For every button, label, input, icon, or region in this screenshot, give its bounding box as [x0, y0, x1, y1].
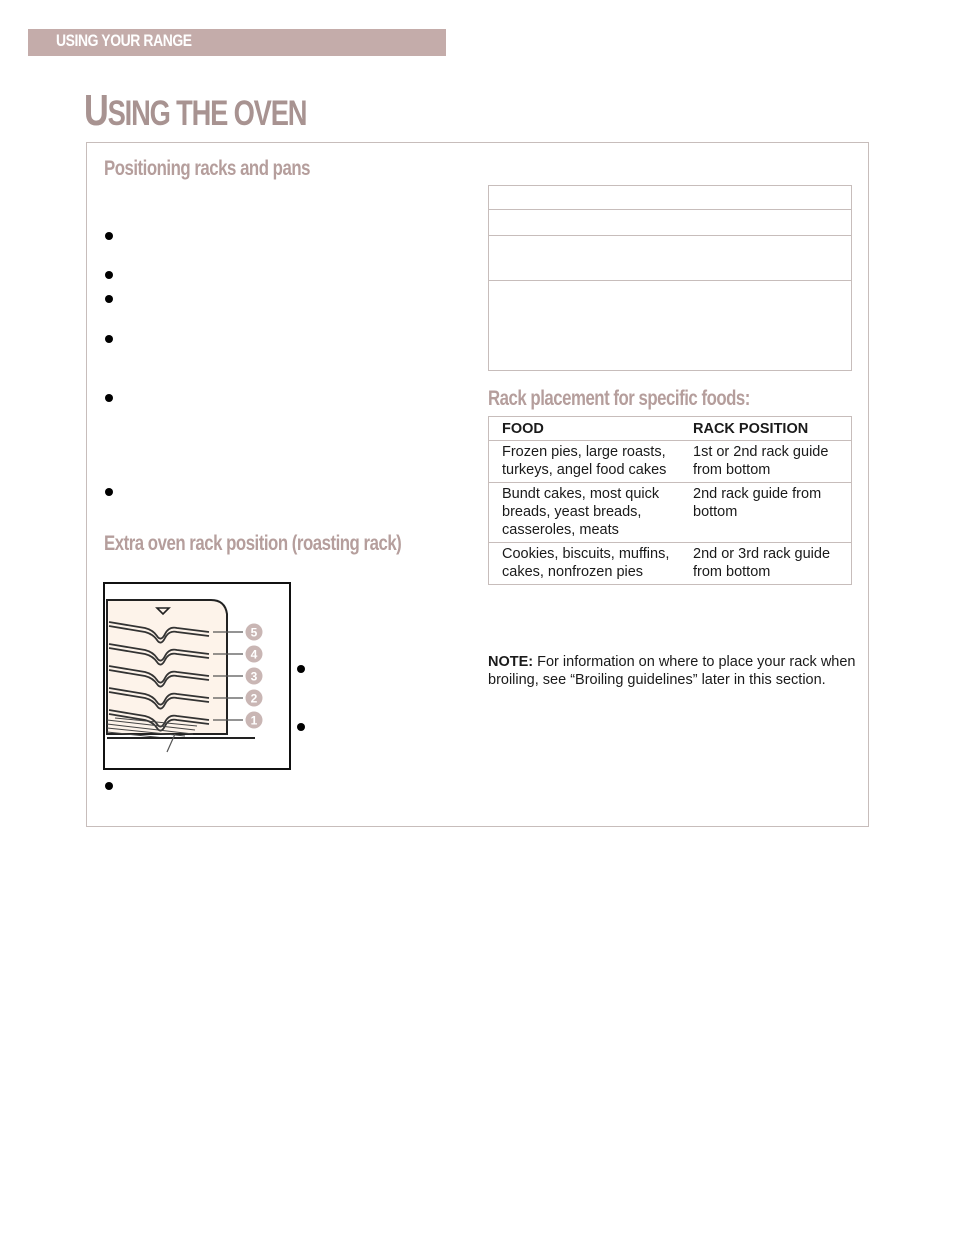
bullet-marker — [105, 232, 113, 240]
table-row — [489, 543, 852, 585]
bullet-marker — [105, 335, 113, 343]
bullet-marker — [105, 394, 113, 402]
page-title-rest: SING THE OVEN — [107, 94, 307, 133]
rack-placement-heading: Rack placement for specific foods: — [488, 387, 750, 410]
bullet-marker — [105, 295, 113, 303]
extra-rack-heading: Extra oven rack position (roasting rack) — [104, 532, 402, 555]
page-title-cap: U — [84, 86, 108, 135]
bullet-marker — [105, 488, 113, 496]
broiling-note — [488, 654, 858, 689]
note-text: For information on where to place your rack when broiling, see “Broiling guidelines” later in this section. — [488, 654, 856, 688]
table-header-row — [489, 417, 852, 441]
rack-number-label: 2 — [250, 691, 258, 706]
food-cell: Cookies, biscuits, muffins, cakes, nonfrozen pies — [489, 543, 681, 585]
rack-position-cell: 2nd or 3rd rack guide from bottom — [680, 543, 852, 585]
food-cell: Bundt cakes, most quick breads, yeast breads, casseroles, meats — [489, 483, 681, 543]
table-rule — [489, 209, 851, 210]
bullet-marker — [297, 723, 305, 731]
table-rule — [489, 280, 851, 281]
rack-position-cell: 1st or 2nd rack guide from bottom — [680, 441, 852, 483]
positioning-heading: Positioning racks and pans — [104, 157, 310, 180]
section-header-label: USING YOUR RANGE — [56, 31, 192, 50]
bullet-marker — [297, 665, 305, 673]
rack-number-label: 4 — [250, 647, 258, 662]
rack-placement-table — [488, 416, 852, 585]
page-title — [84, 86, 306, 136]
table-row — [489, 483, 852, 543]
oven-rack-diagram — [103, 582, 291, 770]
note-label: NOTE: — [488, 654, 534, 670]
bullet-marker — [105, 271, 113, 279]
column-header-rack-position: RACK POSITION — [680, 417, 852, 441]
rack-number-label: 3 — [250, 669, 258, 684]
bullet-marker — [105, 782, 113, 790]
rack-number-label: 5 — [250, 625, 258, 640]
column-header-food: FOOD — [489, 417, 681, 441]
section-header-bar — [28, 29, 446, 56]
table-rule — [489, 235, 851, 236]
blank-info-table — [488, 185, 852, 371]
oven-rack-illustration — [105, 584, 289, 768]
rack-position-cell: 2nd rack guide from bottom — [680, 483, 852, 543]
food-cell: Frozen pies, large roasts, turkeys, angel food cakes — [489, 441, 681, 483]
rack-number-label: 1 — [250, 713, 258, 728]
table-row — [489, 441, 852, 483]
